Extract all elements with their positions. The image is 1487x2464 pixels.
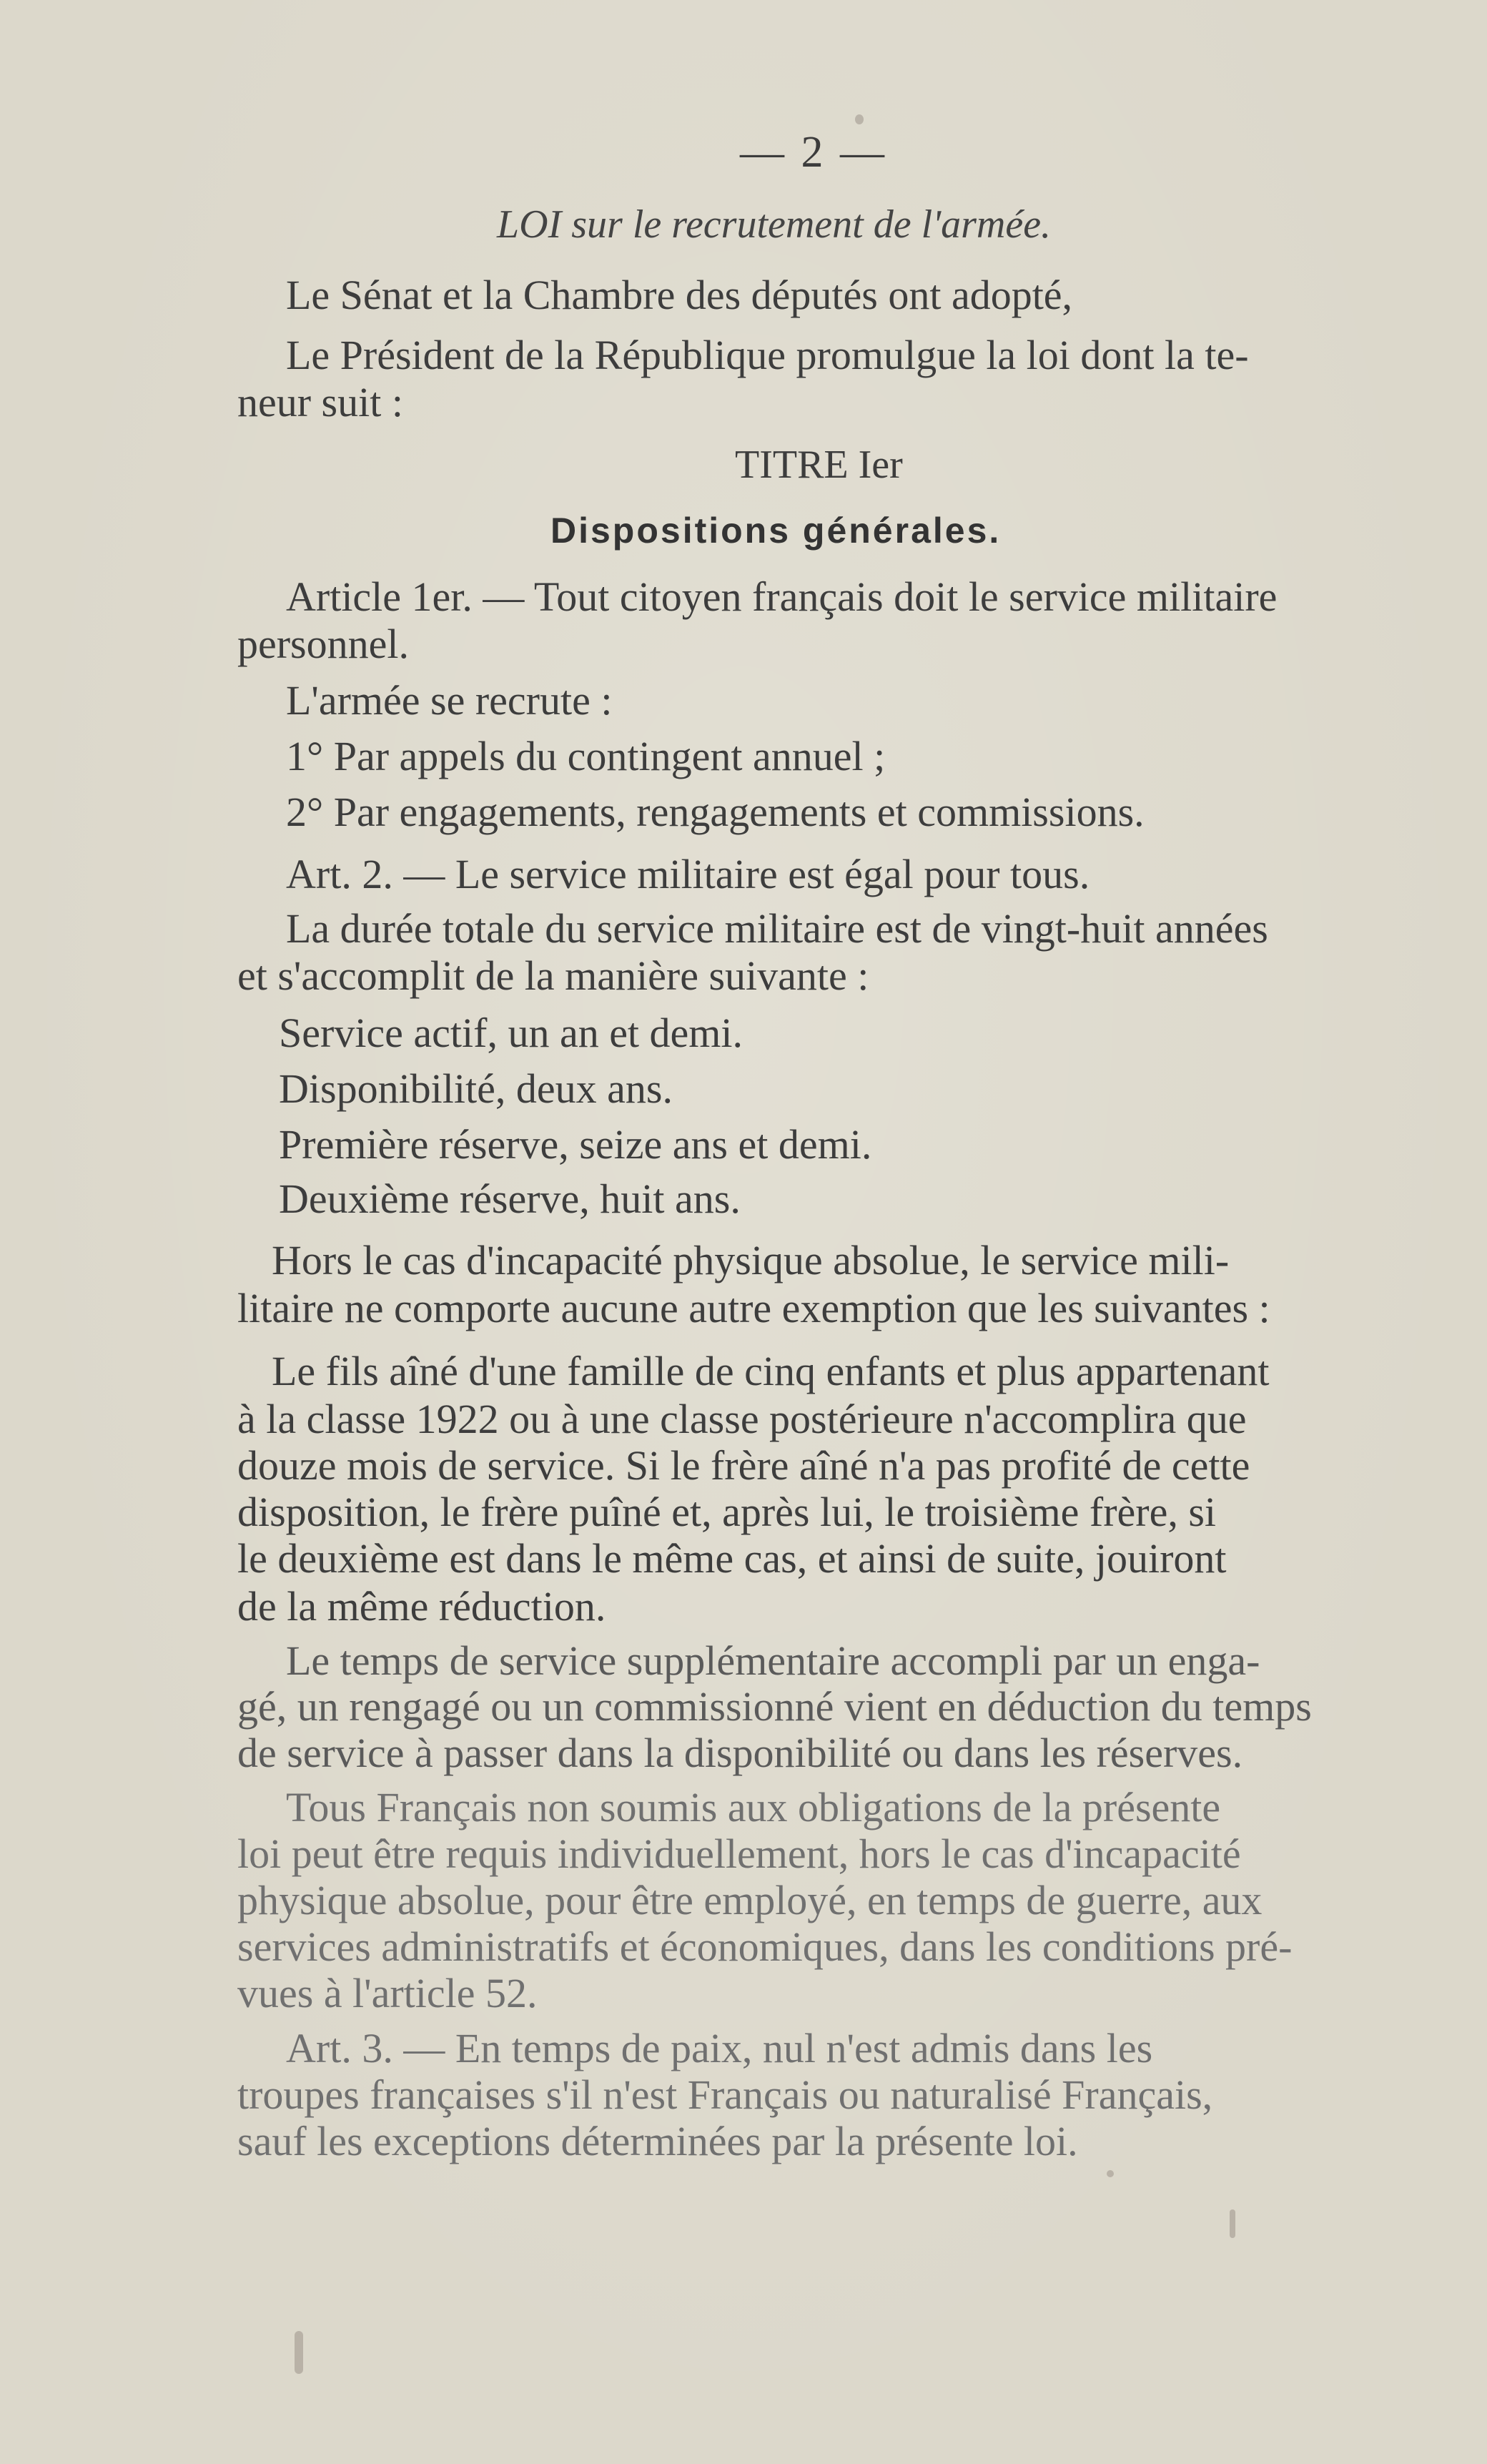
intro-line: neur suit : (237, 379, 403, 425)
body-line: physique absolue, pour être employé, en temps de guerre, aux (237, 1877, 1263, 1923)
section-heading: Dispositions générales. (550, 511, 1002, 551)
body-line: Le fils aîné d'une famille de cinq enfants et plus appartenant (272, 1348, 1270, 1394)
body-line: La durée totale du service militaire est de vingt-huit années (286, 905, 1268, 952)
body-line: douze mois de service. Si le frère aîné n'a pas profité de cette (237, 1442, 1250, 1489)
body-line: personnel. (237, 621, 409, 667)
ink-spot (855, 114, 864, 124)
body-line: et s'accomplit de la manière suivante : (237, 952, 869, 999)
body-line: le deuxième est dans le même cas, et ainsi de suite, jouiront (237, 1535, 1227, 1582)
titre-heading: TITRE Ier (735, 443, 903, 487)
body-line: Deuxième réserve, huit ans. (279, 1176, 741, 1222)
body-line: sauf les exceptions déterminées par la présente loi. (237, 2118, 1078, 2164)
body-line: 1° Par appels du contingent annuel ; (286, 733, 886, 779)
law-title: LOI sur le recrutement de l'armée. (497, 202, 1052, 247)
body-line: Art. 3. — En temps de paix, nul n'est admis dans les (286, 2025, 1153, 2071)
body-line: services administratifs et économiques, dans les conditions pré- (237, 1923, 1293, 1970)
ink-spot (1230, 2209, 1235, 2238)
body-line: disposition, le frère puîné et, après lui, le troisième frère, si (237, 1489, 1217, 1535)
body-line: de la même réduction. (237, 1583, 606, 1630)
body-line: litaire ne comporte aucune autre exemption que les suivantes : (237, 1285, 1270, 1331)
ink-spot (295, 2331, 303, 2374)
body-line: Première réserve, seize ans et demi. (279, 1121, 872, 1168)
body-line: à la classe 1922 ou à une classe postérieure n'accomplira que (237, 1396, 1247, 1442)
body-line: vues à l'article 52. (237, 1970, 538, 2016)
body-line: gé, un rengagé ou un commissionné vient en déduction du temps (237, 1683, 1312, 1730)
body-line: Hors le cas d'incapacité physique absolue, le service mili- (272, 1237, 1230, 1283)
body-line: Service actif, un an et demi. (279, 1010, 744, 1056)
body-line: Disponibilité, deux ans. (279, 1065, 673, 1112)
body-line: L'armée se recrute : (286, 677, 613, 724)
body-line: 2° Par engagements, rengagements et commissions. (286, 789, 1145, 835)
intro-line: Le Sénat et la Chambre des députés ont adopté, (286, 272, 1073, 318)
ink-spot (1107, 2170, 1114, 2177)
body-line: Le temps de service supplémentaire accompli par un enga- (286, 1637, 1260, 1684)
body-line: Art. 2. — Le service militaire est égal pour tous. (286, 851, 1090, 897)
page-number: — 2 — (740, 128, 887, 177)
intro-line: Le Président de la République promulgue la loi dont la te- (286, 332, 1249, 378)
body-line: de service à passer dans la disponibilité ou dans les réserves. (237, 1730, 1243, 1776)
body-line: loi peut être requis individuellement, hors le cas d'incapacité (237, 1830, 1241, 1877)
body-line: Article 1er. — Tout citoyen français doit le service militaire (286, 573, 1278, 620)
body-line: Tous Français non soumis aux obligations de la présente (286, 1784, 1221, 1830)
body-line: troupes françaises s'il n'est Français ou naturalisé Français, (237, 2071, 1213, 2118)
